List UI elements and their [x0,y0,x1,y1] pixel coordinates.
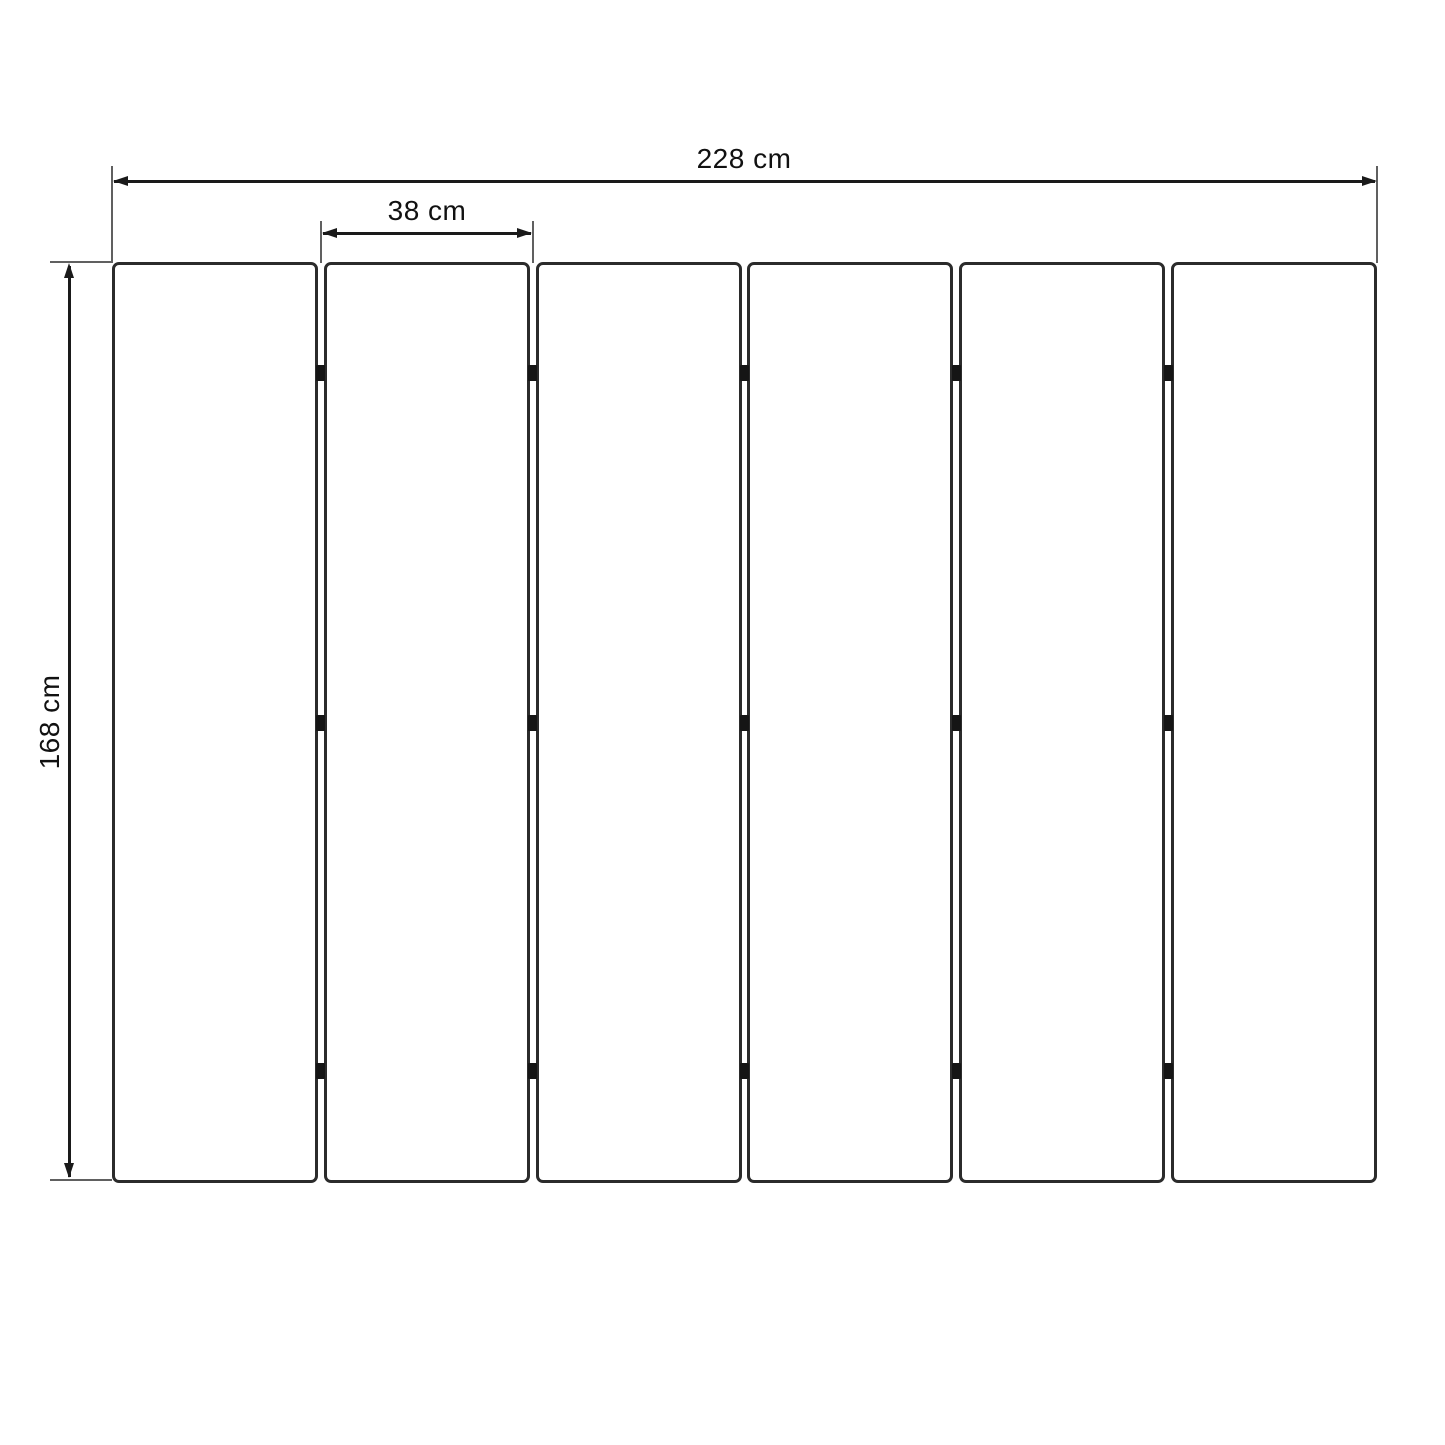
arrowhead-right-icon [1362,176,1377,186]
hinge [740,365,749,381]
hinge [316,365,325,381]
arrowhead-left-icon [322,228,337,238]
hinge [528,1063,537,1079]
panel [112,262,318,1183]
panel-joint [952,262,961,1183]
extension-line-bottom [50,1179,112,1181]
arrowhead-left-icon [113,176,128,186]
hinge [528,365,537,381]
hinge [1164,1063,1173,1079]
dimension-label-height: 168 cm [34,674,65,770]
hinge [740,1063,749,1079]
dimension-label-total-width: 228 cm [696,143,792,174]
hinge [1164,715,1173,731]
hinge [316,1063,325,1079]
hinge [316,715,325,731]
panel-joint [528,262,537,1183]
panel [1171,262,1377,1183]
panel-joint [1164,262,1173,1183]
arrowhead-down-icon [64,1163,74,1178]
panel [747,262,953,1183]
extension-line-right [532,221,534,263]
dimension-line [323,232,531,235]
dimension-line [114,180,1375,183]
panel [959,262,1165,1183]
panels-row [112,262,1377,1183]
hinge [1164,365,1173,381]
arrowhead-up-icon [64,263,74,278]
panel-joint [316,262,325,1183]
dimension-line [68,266,71,1177]
extension-line-top [50,261,112,263]
hinge [952,365,961,381]
hinge [740,715,749,731]
hinge [952,715,961,731]
dimension-label-panel-width: 38 cm [387,195,467,226]
hinge [952,1063,961,1079]
hinge [528,715,537,731]
panel [536,262,742,1183]
panel-joint [740,262,749,1183]
arrowhead-right-icon [517,228,532,238]
panel [324,262,530,1183]
